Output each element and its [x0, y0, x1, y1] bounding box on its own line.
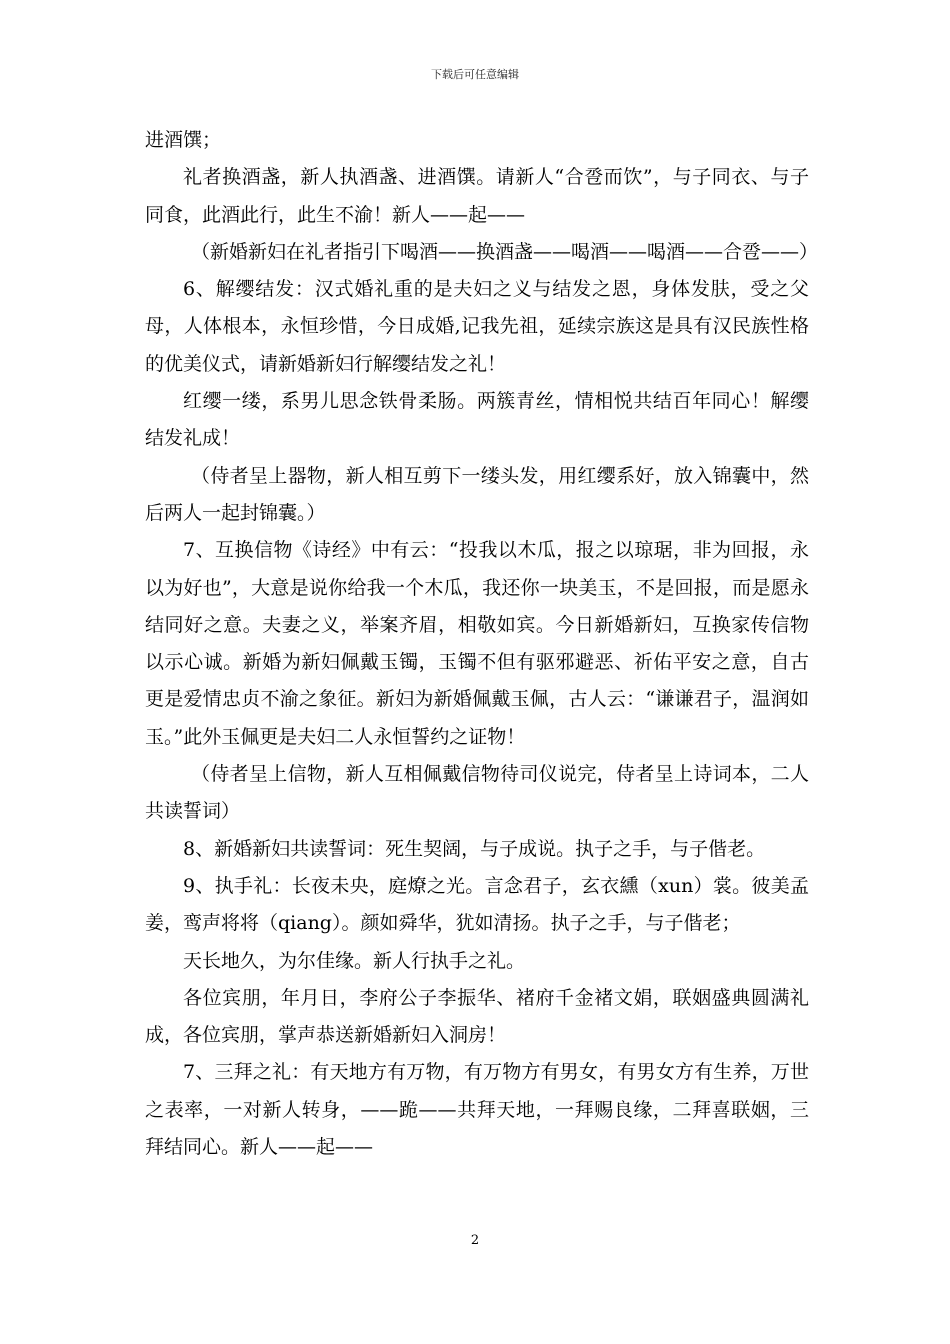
- paragraph: （侍者呈上信物，新人互相佩戴信物待司仪说完，侍者呈上诗词本，二人共读誓词）: [145, 763, 809, 823]
- paragraph: 8、新婚新妇共读誓词：死生契阔，与子成说。执子之手，与子偕老。: [183, 837, 766, 860]
- paragraph: 各位宾朋，年月日，李府公子李振华、褚府千金褚文娟，联姻盛典圆满礼成，各位宾朋，掌声恭送新婚新妇入洞房！: [145, 986, 809, 1047]
- paragraph: 红缨一缕，系男儿思念铁骨柔肠。两簇青丝，情相悦共结百年同心！解缨结发礼成！: [145, 390, 809, 450]
- paragraph: 进酒馔；: [145, 129, 222, 151]
- page-header: 下载后可任意编辑: [431, 68, 519, 81]
- paragraph: （新婚新妇在礼者指引下喝酒——换酒盏——喝酒——喝酒——合卺——）: [191, 240, 819, 263]
- paragraph: 天长地久，为尔佳缘。新人行执手之礼。: [183, 949, 526, 972]
- paragraph: 9、执手礼：长夜未央，庭燎之光。言念君子，玄衣纁（xun）裳。彼美孟姜，鸾声将将（qiang）。颜如舜华，犹如清扬。执子之手，与子偕老；: [145, 874, 809, 935]
- paragraph: 7、三拜之礼：有天地方有万物，有万物方有男女，有男女方有生养，万世之表率，一对新人转身，——跪——共拜天地，一拜赐良缘，二拜喜联姻，三拜结同心。新人——起——: [145, 1061, 809, 1159]
- paragraph: 6、解缨结发：汉式婚礼重的是夫妇之义与结发之恩，身体发肤，受之父母，人体根本，永恒珍惜，今日成婚,记我先祖，延续宗族这是具有汉民族性格的优美仪式，请新婚新妇行解缨结发之礼！: [145, 278, 809, 375]
- paragraph: 7、互换信物《诗经》中有云：“投我以木瓜，报之以琼琚，非为回报，永以为好也”，大意是说你给我一个木瓜，我还你一块美玉，不是回报，而是愿永结同好之意。夫妻之义，举案齐眉，相敬如宾。今日新婚新妇，互换家传信物以示心诚。新婚为新妇佩戴玉镯，玉镯不但有驱邪避恶、祈佑平安之意，自古更是爱情忠贞不渝之象征。新妇为新婚佩戴玉佩，古人云：“谦谦君子，温润如玉。”此外玉佩更是夫妇二人永恒誓约之证物！: [145, 539, 809, 748]
- paragraph: （侍者呈上器物，新人相互剪下一缕头发，用红缨系好，放入锦囊中，然后两人一起封锦囊。）: [145, 464, 809, 524]
- paragraph: 礼者换酒盏，新人执酒盏、进酒馔。请新人“合卺而饮”，与子同衣、与子同食，此酒此行，此生不渝！新人——起——: [145, 166, 809, 226]
- document-body: [145, 122, 819, 1166]
- page-number: 2: [470, 1233, 480, 1248]
